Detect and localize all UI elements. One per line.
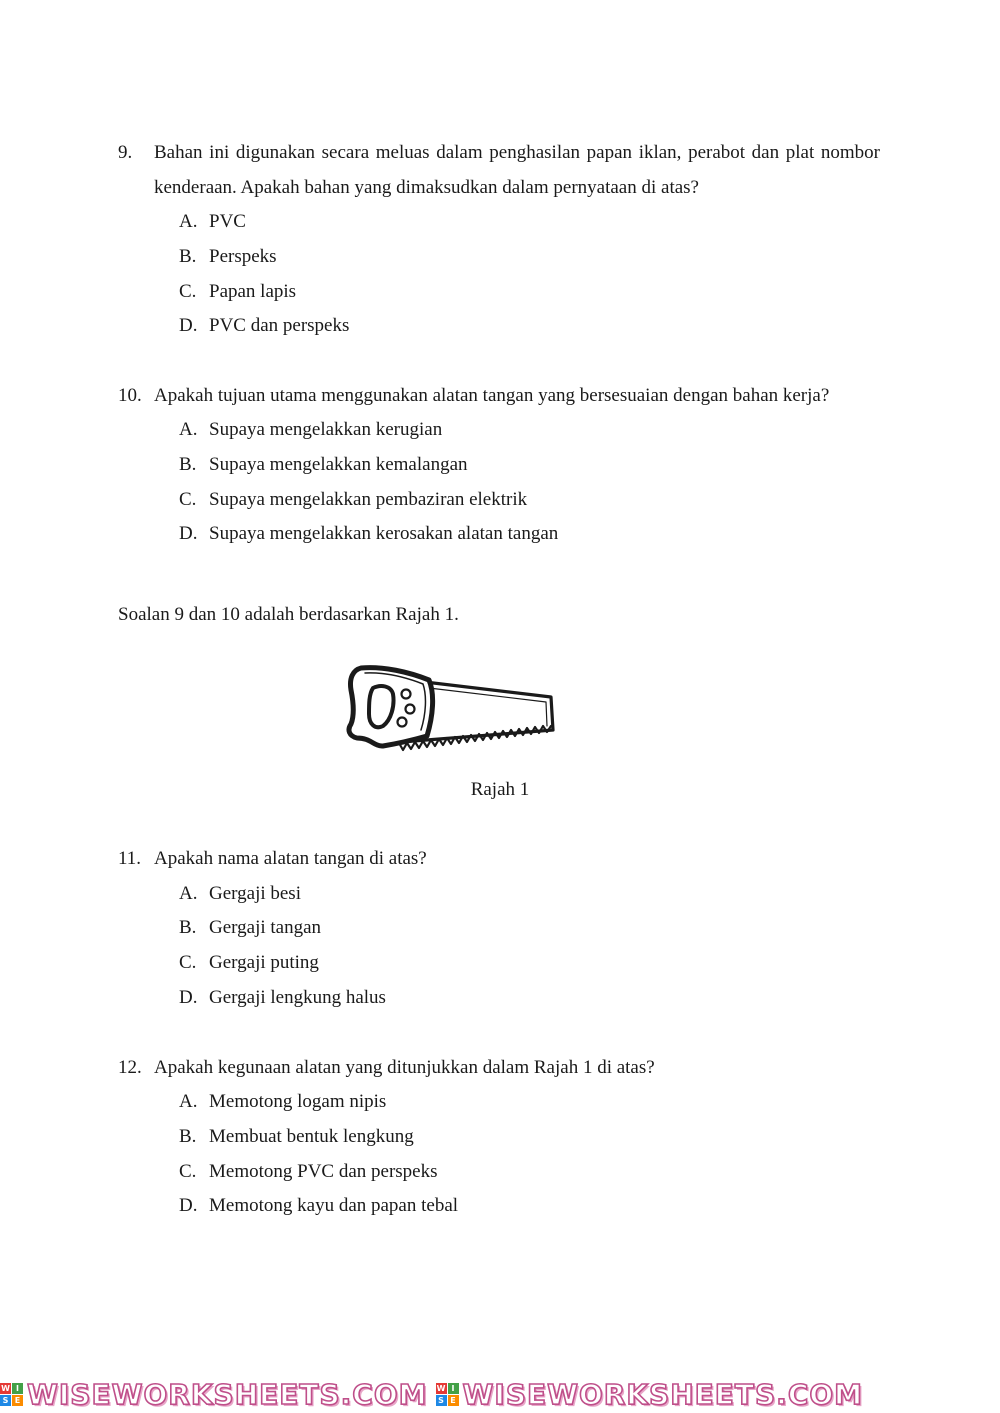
question-12 (118, 1050, 880, 1216)
option-a[interactable]: A. Memotong logam nipis (179, 1091, 387, 1112)
figure-reference-text: Soalan 9 dan 10 adalah berdasarkan Rajah 1. (118, 604, 459, 625)
option-b[interactable]: B. Supaya mengelakkan kemalangan (179, 454, 468, 475)
wise-logo-icon: W I S E (436, 1383, 459, 1406)
question-text: Apakah tujuan utama menggunakan alatan tangan yang bersesuaian dengan bahan kerja? (154, 385, 830, 406)
question-9 (118, 135, 880, 336)
option-d[interactable]: D. PVC dan perspeks (179, 315, 350, 336)
option-a[interactable]: A. Supaya mengelakkan kerugian (179, 419, 443, 440)
figure-caption: Rajah 1 (470, 779, 530, 800)
watermark-footer (0, 1376, 1000, 1413)
watermark-text: WISEWORKSHEETS.COM (27, 1378, 428, 1411)
option-c[interactable]: C. Papan lapis (179, 281, 297, 302)
question-number: 9. (118, 142, 133, 163)
hand-saw-icon (343, 660, 559, 756)
wise-logo-icon: W I S E (0, 1383, 23, 1406)
question-text: Bahan ini digunakan secara meluas dalam penghasilan papan iklan, perabot dan plat nombor kenderaan. Apakah bahan yang dimaksudkan dalam pernyataan di atas? (154, 142, 880, 198)
watermark-text: WISEWORKSHEETS.COM (462, 1378, 864, 1411)
question-11 (118, 841, 880, 1008)
question-number: 12. (118, 1057, 142, 1078)
option-c[interactable]: C. Memotong PVC dan perspeks (179, 1161, 438, 1182)
question-number: 11. (118, 848, 142, 869)
option-c[interactable]: C. Gergaji puting (179, 952, 319, 973)
option-c[interactable]: C. Supaya mengelakkan pembaziran elektrik (179, 489, 528, 510)
option-a[interactable]: A. Gergaji besi (179, 883, 301, 904)
option-b[interactable]: B. Gergaji tangan (179, 917, 322, 938)
question-10 (118, 378, 880, 544)
option-d[interactable]: D. Gergaji lengkung halus (179, 987, 386, 1008)
question-number: 10. (118, 385, 142, 406)
question-text: Apakah nama alatan tangan di atas? (154, 848, 427, 869)
option-d[interactable]: D. Memotong kayu dan papan tebal (179, 1195, 459, 1216)
option-b[interactable]: B. Perspeks (179, 246, 277, 267)
question-text: Apakah kegunaan alatan yang ditunjukkan dalam Rajah 1 di atas? (154, 1057, 655, 1078)
watermark-brand (0, 1378, 428, 1411)
option-d[interactable]: D. Supaya mengelakkan kerosakan alatan tangan (179, 523, 559, 544)
watermark-brand (436, 1378, 864, 1411)
option-a[interactable]: A. PVC (179, 211, 246, 232)
option-b[interactable]: B. Membuat bentuk lengkung (179, 1126, 414, 1147)
